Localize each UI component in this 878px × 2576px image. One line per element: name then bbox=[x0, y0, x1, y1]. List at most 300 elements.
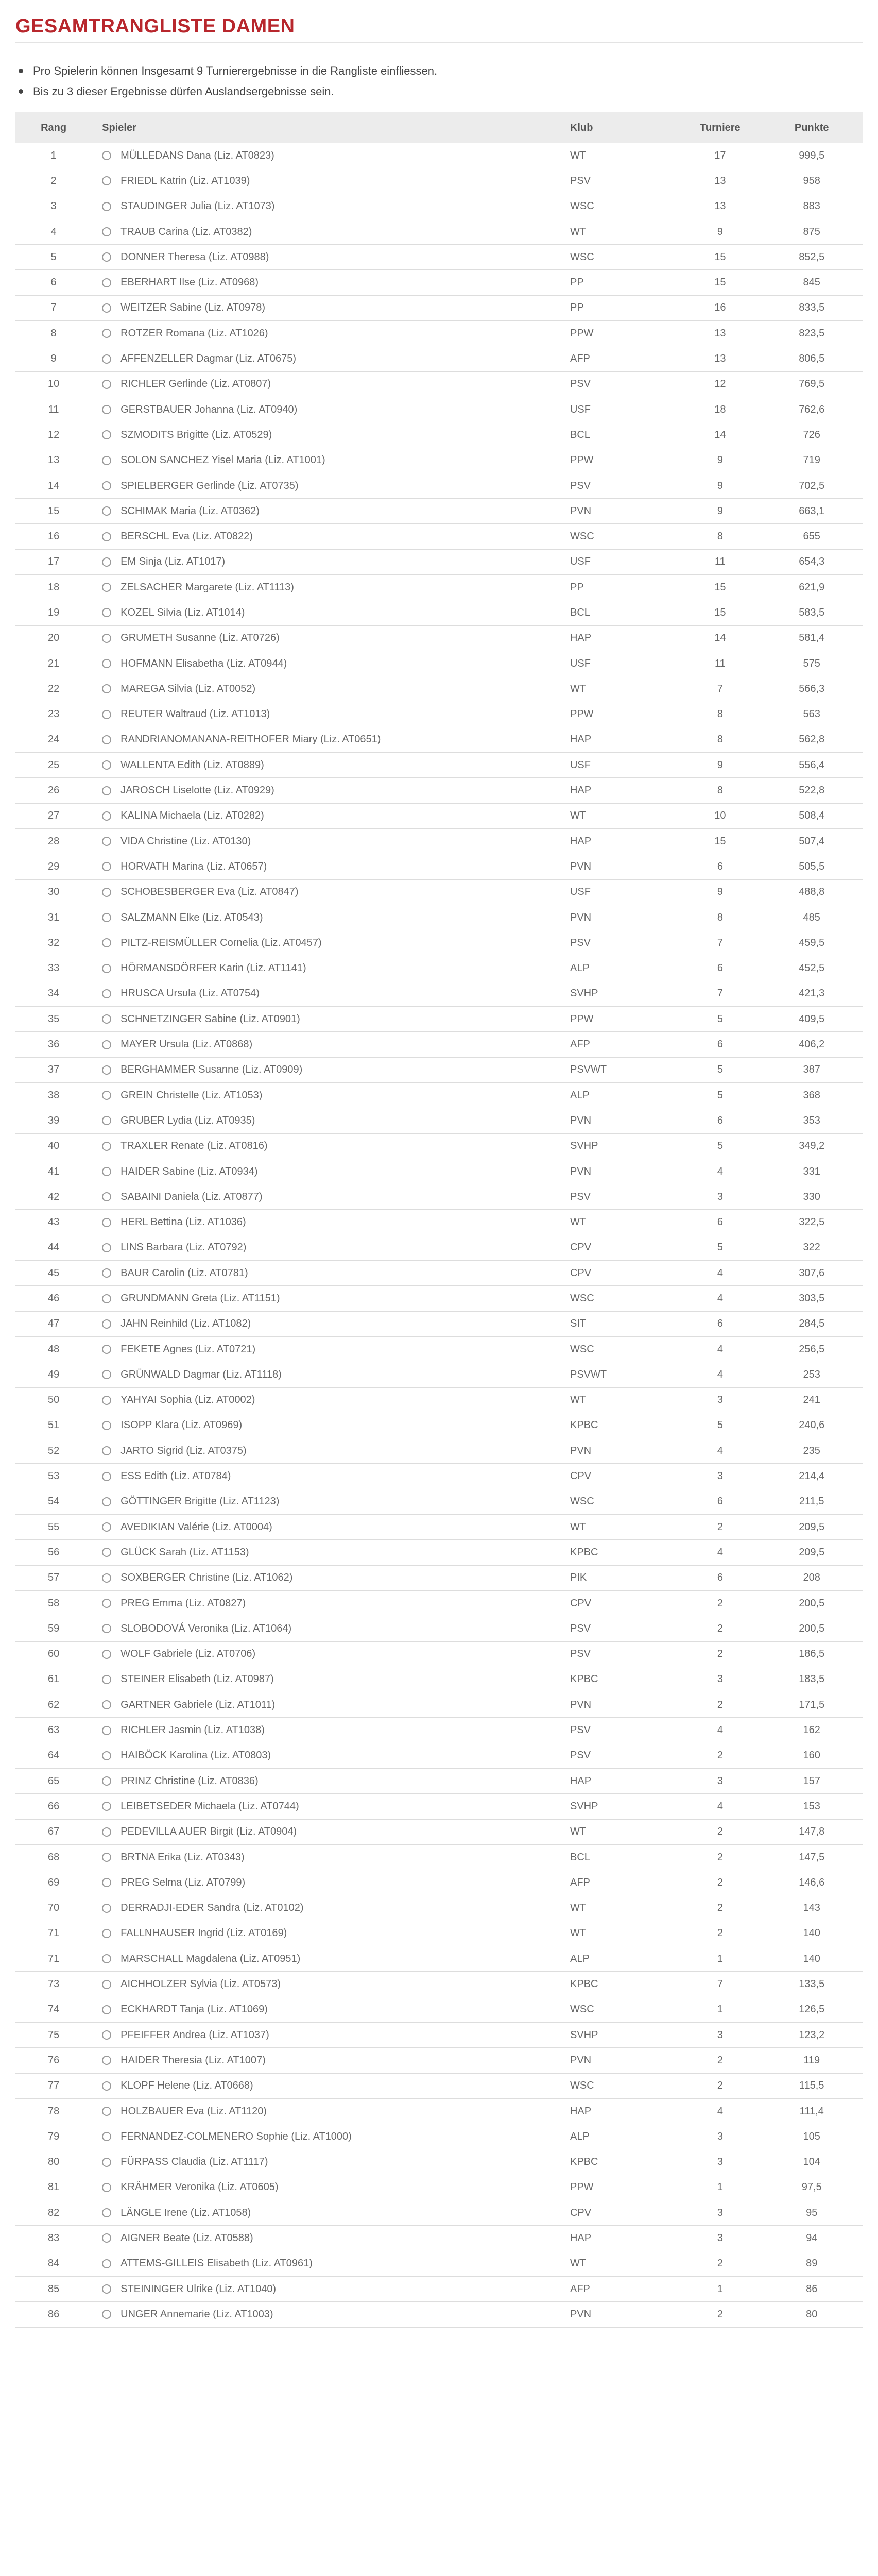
player-name[interactable]: PREG Selma (Liz. AT0799) bbox=[120, 1876, 246, 1888]
player-name[interactable]: GRÜNWALD Dagmar (Liz. AT1118) bbox=[120, 1368, 282, 1380]
cell-club: PIK bbox=[570, 1572, 587, 1584]
user-circle-icon bbox=[102, 380, 111, 389]
cell-player[interactable] bbox=[92, 429, 570, 441]
user-circle-icon bbox=[102, 760, 111, 770]
cell-player[interactable] bbox=[92, 1293, 570, 1304]
cell-player[interactable] bbox=[92, 1344, 570, 1355]
cell-player[interactable] bbox=[92, 962, 570, 974]
player-name[interactable]: AICHHOLZER Sylvia (Liz. AT0573) bbox=[120, 1978, 281, 1990]
cell-player[interactable] bbox=[92, 2156, 570, 2168]
player-name[interactable]: PREG Emma (Liz. AT0827) bbox=[120, 1597, 246, 1609]
cell-club: HAP bbox=[570, 2105, 592, 2117]
table-row bbox=[15, 1235, 863, 1261]
cell-rank: 48 bbox=[47, 1343, 60, 1355]
header-club[interactable]: Klub bbox=[570, 122, 593, 133]
cell-points: 214,4 bbox=[799, 1470, 825, 1482]
player-name[interactable]: FÜRPASS Claudia (Liz. AT1117) bbox=[120, 2156, 268, 2168]
cell-rank: 70 bbox=[47, 1902, 60, 1914]
cell-rank: 16 bbox=[47, 531, 60, 543]
user-circle-icon bbox=[102, 710, 111, 719]
table-row bbox=[15, 168, 863, 194]
cell-player[interactable] bbox=[92, 1191, 570, 1203]
cell-player[interactable] bbox=[92, 1801, 570, 1812]
cell-player[interactable] bbox=[92, 2258, 570, 2269]
cell-club: PP bbox=[570, 302, 584, 314]
player-name[interactable]: HOLZBAUER Eva (Liz. AT1120) bbox=[120, 2105, 267, 2117]
user-circle-icon bbox=[102, 735, 111, 744]
cell-player[interactable] bbox=[92, 1521, 570, 1533]
player-name[interactable]: RANDRIANOMANANA-REITHOFER Miary (Liz. AT0651) bbox=[120, 734, 381, 745]
cell-points: 762,6 bbox=[799, 403, 825, 415]
player-name[interactable]: GERSTBAUER Johanna (Liz. AT0940) bbox=[120, 403, 298, 415]
cell-club: HAP bbox=[570, 1775, 592, 1787]
user-circle-icon bbox=[102, 837, 111, 846]
player-name[interactable]: MARSCHALL Magdalena (Liz. AT0951) bbox=[120, 1953, 301, 1964]
player-name[interactable]: UNGER Annemarie (Liz. AT1003) bbox=[120, 2308, 273, 2320]
player-name[interactable]: LÄNGLE Irene (Liz. AT1058) bbox=[120, 2207, 251, 2218]
user-circle-icon bbox=[102, 1116, 111, 1125]
cell-points: 485 bbox=[803, 911, 820, 923]
player-name[interactable]: WEITZER Sabine (Liz. AT0978) bbox=[120, 302, 266, 314]
cell-player[interactable] bbox=[92, 1673, 570, 1685]
player-name[interactable]: SZMODITS Brigitte (Liz. AT0529) bbox=[120, 429, 272, 440]
player-name[interactable]: KOZEL Silvia (Liz. AT1014) bbox=[120, 606, 245, 618]
cell-tournaments: 16 bbox=[714, 302, 726, 314]
header-rank[interactable]: Rang bbox=[41, 122, 67, 133]
cell-player[interactable] bbox=[92, 378, 570, 390]
cell-player[interactable] bbox=[92, 1090, 570, 1101]
notes-list bbox=[15, 61, 437, 102]
cell-player[interactable] bbox=[92, 836, 570, 848]
cell-points: 105 bbox=[803, 2130, 820, 2142]
table-row bbox=[15, 1489, 863, 1515]
user-circle-icon bbox=[102, 786, 111, 795]
cell-player[interactable] bbox=[92, 810, 570, 822]
table-row bbox=[15, 2302, 863, 2327]
user-circle-icon bbox=[102, 430, 111, 439]
cell-player[interactable] bbox=[92, 1064, 570, 1076]
cell-points: 80 bbox=[806, 2308, 818, 2320]
cell-player[interactable] bbox=[92, 683, 570, 695]
cell-rank: 51 bbox=[47, 1419, 60, 1431]
player-name[interactable]: SOXBERGER Christine (Liz. AT1062) bbox=[120, 1572, 293, 1584]
cell-rank: 86 bbox=[47, 2308, 60, 2320]
player-name[interactable]: YAHYAI Sophia (Liz. AT0002) bbox=[120, 1394, 255, 1406]
player-name[interactable]: JARTO Sigrid (Liz. AT0375) bbox=[120, 1445, 247, 1456]
user-circle-icon bbox=[102, 176, 111, 185]
player-name[interactable]: GRUMETH Susanne (Liz. AT0726) bbox=[120, 632, 280, 644]
player-name[interactable]: JAROSCH Liselotte (Liz. AT0929) bbox=[120, 785, 274, 796]
cell-player[interactable] bbox=[92, 2309, 570, 2320]
table-row bbox=[15, 1591, 863, 1616]
player-name[interactable]: EBERHART Ilse (Liz. AT0968) bbox=[120, 277, 259, 289]
cell-points: 331 bbox=[803, 1165, 820, 1177]
cell-rank: 32 bbox=[47, 937, 60, 948]
player-name[interactable]: ATTEMS-GILLEIS Elisabeth (Liz. AT0961) bbox=[120, 2258, 313, 2269]
player-name[interactable]: KALINA Michaela (Liz. AT0282) bbox=[120, 810, 264, 822]
cell-club: WSC bbox=[570, 1496, 594, 1507]
cell-player[interactable] bbox=[92, 1877, 570, 1889]
user-circle-icon bbox=[102, 2081, 111, 2091]
cell-player[interactable] bbox=[92, 277, 570, 289]
player-name[interactable]: DERRADJI-EDER Sandra (Liz. AT0102) bbox=[120, 1902, 304, 1914]
cell-points: 958 bbox=[803, 175, 820, 187]
player-name[interactable]: JAHN Reinhild (Liz. AT1082) bbox=[120, 1318, 251, 1330]
player-name[interactable]: BERSCHL Eva (Liz. AT0822) bbox=[120, 531, 253, 543]
cell-player[interactable] bbox=[92, 328, 570, 340]
player-name[interactable]: LEIBETSEDER Michaela (Liz. AT0744) bbox=[120, 1800, 299, 1812]
cell-tournaments: 2 bbox=[717, 1902, 723, 1914]
player-name[interactable]: REUTER Waltraud (Liz. AT1013) bbox=[120, 708, 270, 720]
cell-tournaments: 9 bbox=[717, 480, 723, 492]
player-name[interactable]: MAREGA Silvia (Liz. AT0052) bbox=[120, 683, 256, 694]
cell-tournaments: 15 bbox=[714, 581, 726, 593]
cell-club: CPV bbox=[570, 1242, 592, 1253]
player-name[interactable]: KRÄHMER Veronika (Liz. AT0605) bbox=[120, 2181, 279, 2193]
player-name[interactable]: AIGNER Beate (Liz. AT0588) bbox=[120, 2232, 253, 2244]
user-circle-icon bbox=[102, 1878, 111, 1887]
player-name[interactable]: RICHLER Jasmin (Liz. AT1038) bbox=[120, 1724, 265, 1736]
player-name[interactable]: SABAINI Daniela (Liz. AT0877) bbox=[120, 1191, 263, 1202]
player-name[interactable]: TRAXLER Renate (Liz. AT0816) bbox=[120, 1140, 268, 1152]
cell-player[interactable] bbox=[92, 582, 570, 594]
table-row bbox=[15, 1566, 863, 1591]
cell-tournaments: 8 bbox=[717, 734, 723, 745]
player-name[interactable]: PEDEVILLA AUER Birgit (Liz. AT0904) bbox=[120, 1826, 297, 1838]
table-row bbox=[15, 422, 863, 448]
cell-player[interactable] bbox=[92, 353, 570, 365]
player-name[interactable]: SLOBODOVÁ Veronika (Liz. AT1064) bbox=[120, 1622, 292, 1634]
player-name[interactable]: DONNER Theresa (Liz. AT0988) bbox=[120, 251, 269, 263]
cell-tournaments: 9 bbox=[717, 454, 723, 466]
cell-tournaments: 5 bbox=[717, 1242, 723, 1253]
cell-club: WT bbox=[570, 683, 587, 694]
player-name[interactable]: GLÜCK Sarah (Liz. AT1153) bbox=[120, 1546, 249, 1558]
cell-player[interactable] bbox=[92, 1216, 570, 1228]
player-name[interactable]: HORVATH Marina (Liz. AT0657) bbox=[120, 860, 267, 872]
cell-player[interactable] bbox=[92, 531, 570, 543]
cell-points: 303,5 bbox=[799, 1293, 825, 1304]
cell-tournaments: 3 bbox=[717, 1775, 723, 1787]
player-name[interactable]: SALZMANN Elke (Liz. AT0543) bbox=[120, 911, 263, 923]
cell-player[interactable] bbox=[92, 2055, 570, 2066]
table-row bbox=[15, 1083, 863, 1108]
player-name[interactable]: PILTZ-REISMÜLLER Cornelia (Liz. AT0457) bbox=[120, 937, 322, 948]
player-name[interactable]: HÖRMANSDÖRFER Karin (Liz. AT1141) bbox=[120, 962, 306, 974]
title-divider bbox=[15, 42, 863, 43]
cell-club: CPV bbox=[570, 1470, 592, 1482]
cell-player[interactable] bbox=[92, 480, 570, 492]
cell-club: PSV bbox=[570, 1191, 591, 1202]
cell-player[interactable] bbox=[92, 734, 570, 745]
player-name[interactable]: GÖTTINGER Brigitte (Liz. AT1123) bbox=[120, 1496, 280, 1507]
header-points[interactable]: Punkte bbox=[794, 122, 829, 133]
cell-player[interactable] bbox=[92, 658, 570, 670]
table-row bbox=[15, 1159, 863, 1184]
cell-player[interactable] bbox=[92, 302, 570, 314]
cell-player[interactable] bbox=[92, 404, 570, 416]
player-name[interactable]: ZELSACHER Margarete (Liz. AT1113) bbox=[120, 581, 294, 593]
cell-player[interactable] bbox=[92, 1978, 570, 1990]
player-name[interactable]: FALLNHAUSER Ingrid (Liz. AT0169) bbox=[120, 1927, 287, 1939]
cell-player[interactable] bbox=[92, 1394, 570, 1406]
cell-rank: 37 bbox=[47, 1064, 60, 1076]
cell-club: KPBC bbox=[570, 1419, 598, 1431]
cell-points: 104 bbox=[803, 2156, 820, 2168]
cell-points: 769,5 bbox=[799, 378, 825, 390]
cell-points: 126,5 bbox=[799, 2004, 825, 2015]
cell-rank: 80 bbox=[47, 2156, 60, 2168]
cell-rank: 35 bbox=[47, 1013, 60, 1025]
player-name[interactable]: STEININGER Ulrike (Liz. AT1040) bbox=[120, 2283, 277, 2295]
player-name[interactable]: STAUDINGER Julia (Liz. AT1073) bbox=[120, 200, 275, 212]
cell-rank: 18 bbox=[47, 581, 60, 593]
table-row bbox=[15, 1972, 863, 1997]
cell-player[interactable] bbox=[92, 632, 570, 644]
cell-player[interactable] bbox=[92, 1826, 570, 1838]
cell-tournaments: 1 bbox=[717, 1953, 723, 1964]
player-name[interactable]: MÜLLEDANS Dana (Liz. AT0823) bbox=[120, 149, 274, 161]
cell-club: ALP bbox=[570, 2130, 590, 2142]
player-name[interactable]: STEINER Elisabeth (Liz. AT0987) bbox=[120, 1673, 274, 1685]
table-row bbox=[15, 194, 863, 219]
user-circle-icon bbox=[102, 1497, 111, 1506]
cell-club: WSC bbox=[570, 2004, 594, 2015]
player-name[interactable]: SCHOBESBERGER Eva (Liz. AT0847) bbox=[120, 886, 299, 898]
player-name[interactable]: FERNANDEZ-COLMENERO Sophie (Liz. AT1000) bbox=[120, 2130, 352, 2142]
cell-rank: 45 bbox=[47, 1267, 60, 1279]
cell-player[interactable] bbox=[92, 1166, 570, 1178]
player-name[interactable]: AVEDIKIAN Valérie (Liz. AT0004) bbox=[120, 1521, 272, 1533]
cell-tournaments: 6 bbox=[717, 1114, 723, 1126]
player-name[interactable]: GARTNER Gabriele (Liz. AT1011) bbox=[120, 1699, 276, 1710]
player-name[interactable]: FRIEDL Katrin (Liz. AT1039) bbox=[120, 175, 250, 187]
cell-player[interactable] bbox=[92, 1598, 570, 1609]
cell-player[interactable] bbox=[92, 1547, 570, 1558]
table-row bbox=[15, 2251, 863, 2277]
user-circle-icon bbox=[102, 811, 111, 821]
player-name[interactable]: ECKHARDT Tanja (Liz. AT1069) bbox=[120, 2004, 268, 2015]
cell-tournaments: 6 bbox=[717, 1318, 723, 1330]
cell-player[interactable] bbox=[92, 175, 570, 187]
cell-points: 562,8 bbox=[799, 734, 825, 745]
cell-tournaments: 15 bbox=[714, 835, 726, 847]
player-name[interactable]: BERGHAMMER Susanne (Liz. AT0909) bbox=[120, 1064, 303, 1076]
cell-player[interactable] bbox=[92, 861, 570, 873]
cell-player[interactable] bbox=[92, 2283, 570, 2295]
cell-club: HAP bbox=[570, 632, 592, 644]
user-circle-icon bbox=[102, 1904, 111, 1913]
user-circle-icon bbox=[102, 1294, 111, 1303]
player-name[interactable]: SCHIMAK Maria (Liz. AT0362) bbox=[120, 505, 260, 517]
cell-tournaments: 2 bbox=[717, 1826, 723, 1838]
cell-player[interactable] bbox=[92, 1445, 570, 1457]
cell-player[interactable] bbox=[92, 2029, 570, 2041]
cell-club: KPBC bbox=[570, 1673, 598, 1685]
user-circle-icon bbox=[102, 964, 111, 973]
header-player[interactable]: Spieler bbox=[102, 122, 136, 133]
player-name[interactable]: MAYER Ursula (Liz. AT0868) bbox=[120, 1039, 253, 1050]
player-name[interactable]: PFEIFFER Andrea (Liz. AT1037) bbox=[120, 2029, 269, 2041]
header-tournaments[interactable]: Turniere bbox=[700, 122, 741, 133]
user-circle-icon bbox=[102, 227, 111, 236]
cell-player[interactable] bbox=[92, 1140, 570, 1152]
cell-rank: 57 bbox=[47, 1572, 60, 1584]
player-name[interactable]: HERL Bettina (Liz. AT1036) bbox=[120, 1216, 246, 1228]
cell-player[interactable] bbox=[92, 759, 570, 771]
cell-player[interactable] bbox=[92, 1953, 570, 1965]
table-row bbox=[15, 2226, 863, 2251]
cell-player[interactable] bbox=[92, 505, 570, 517]
cell-player[interactable] bbox=[92, 2106, 570, 2117]
cell-rank: 85 bbox=[47, 2283, 60, 2295]
cell-player[interactable] bbox=[92, 1775, 570, 1787]
cell-club: WSC bbox=[570, 531, 594, 543]
cell-tournaments: 2 bbox=[717, 2258, 723, 2269]
player-name[interactable]: HAIDER Sabine (Liz. AT0934) bbox=[120, 1165, 258, 1177]
cell-rank: 83 bbox=[47, 2232, 60, 2244]
cell-rank: 6 bbox=[50, 277, 57, 289]
cell-tournaments: 11 bbox=[715, 657, 726, 669]
cell-player[interactable] bbox=[92, 607, 570, 619]
cell-tournaments: 3 bbox=[717, 2130, 723, 2142]
player-name[interactable]: PRINZ Christine (Liz. AT0836) bbox=[120, 1775, 259, 1787]
cell-club: WSC bbox=[570, 1343, 594, 1355]
cell-player[interactable] bbox=[92, 1470, 570, 1482]
cell-tournaments: 3 bbox=[717, 2156, 723, 2168]
cell-player[interactable] bbox=[92, 200, 570, 212]
cell-tournaments: 2 bbox=[717, 1927, 723, 1939]
cell-player[interactable] bbox=[92, 912, 570, 924]
player-name[interactable]: KLOPF Helene (Liz. AT0668) bbox=[120, 2080, 253, 2092]
table-row bbox=[15, 880, 863, 905]
cell-player[interactable] bbox=[92, 708, 570, 720]
cell-points: 566,3 bbox=[799, 683, 825, 694]
player-name[interactable]: SCHNETZINGER Sabine (Liz. AT0901) bbox=[120, 1013, 300, 1025]
cell-player[interactable] bbox=[92, 1013, 570, 1025]
cell-player[interactable] bbox=[92, 1572, 570, 1584]
user-circle-icon bbox=[102, 659, 111, 668]
cell-player[interactable] bbox=[92, 251, 570, 263]
cell-player[interactable] bbox=[92, 2080, 570, 2092]
cell-club: SVHP bbox=[570, 1800, 598, 1812]
player-name[interactable]: HOFMANN Elisabetha (Liz. AT0944) bbox=[120, 657, 287, 669]
cell-player[interactable] bbox=[92, 1648, 570, 1660]
table-row bbox=[15, 1058, 863, 1083]
table-row bbox=[15, 245, 863, 270]
cell-player[interactable] bbox=[92, 1699, 570, 1711]
player-name[interactable]: BRTNA Erika (Liz. AT0343) bbox=[120, 1851, 245, 1863]
cell-player[interactable] bbox=[92, 1852, 570, 1863]
cell-player[interactable] bbox=[92, 886, 570, 898]
user-circle-icon bbox=[102, 684, 111, 693]
cell-player[interactable] bbox=[92, 1927, 570, 1939]
cell-tournaments: 9 bbox=[717, 886, 723, 898]
cell-player[interactable] bbox=[92, 1750, 570, 1761]
table-row bbox=[15, 1895, 863, 1921]
cell-points: 200,5 bbox=[799, 1597, 825, 1609]
player-name[interactable]: WALLENTA Edith (Liz. AT0889) bbox=[120, 759, 264, 771]
cell-points: 581,4 bbox=[799, 632, 825, 644]
cell-rank: 4 bbox=[50, 226, 57, 238]
table-row bbox=[15, 600, 863, 625]
cell-player[interactable] bbox=[92, 1318, 570, 1330]
player-name[interactable]: GREIN Christelle (Liz. AT1053) bbox=[120, 1089, 263, 1101]
player-name[interactable]: HAIDER Theresia (Liz. AT1007) bbox=[120, 2054, 266, 2066]
cell-tournaments: 15 bbox=[714, 277, 726, 289]
player-name[interactable]: WOLF Gabriele (Liz. AT0706) bbox=[120, 1648, 256, 1660]
player-name[interactable]: ISOPP Klara (Liz. AT0969) bbox=[120, 1419, 243, 1431]
cell-player[interactable] bbox=[92, 1724, 570, 1736]
player-name[interactable]: TRAUB Carina (Liz. AT0382) bbox=[120, 226, 252, 238]
cell-player[interactable] bbox=[92, 556, 570, 568]
player-name[interactable]: SOLON SANCHEZ Yisel Maria (Liz. AT1001) bbox=[120, 454, 325, 466]
cell-player[interactable] bbox=[92, 1115, 570, 1127]
cell-player[interactable] bbox=[92, 1623, 570, 1635]
cell-player[interactable] bbox=[92, 2207, 570, 2219]
player-name[interactable]: HRUSCA Ursula (Liz. AT0754) bbox=[120, 988, 260, 999]
player-name[interactable]: EM Sinja (Liz. AT1017) bbox=[120, 556, 226, 568]
player-name[interactable]: ESS Edith (Liz. AT0784) bbox=[120, 1470, 231, 1482]
user-circle-icon bbox=[102, 913, 111, 922]
player-name[interactable]: SPIELBERGER Gerlinde (Liz. AT0735) bbox=[120, 480, 299, 492]
bullet-icon bbox=[19, 69, 23, 73]
cell-club: WSC bbox=[570, 1293, 594, 1304]
cell-tournaments: 2 bbox=[717, 2080, 723, 2092]
cell-player[interactable] bbox=[92, 150, 570, 162]
cell-player[interactable] bbox=[92, 937, 570, 949]
player-name[interactable]: FEKETE Agnes (Liz. AT0721) bbox=[120, 1343, 256, 1355]
cell-club: USF bbox=[570, 886, 591, 898]
cell-player[interactable] bbox=[92, 1039, 570, 1050]
cell-points: 459,5 bbox=[799, 937, 825, 948]
user-circle-icon bbox=[102, 634, 111, 643]
cell-player[interactable] bbox=[92, 988, 570, 999]
player-name[interactable]: VIDA Christine (Liz. AT0130) bbox=[120, 835, 251, 847]
cell-player[interactable] bbox=[92, 1902, 570, 1914]
cell-player[interactable] bbox=[92, 226, 570, 238]
player-name[interactable]: ROTZER Romana (Liz. AT1026) bbox=[120, 327, 268, 339]
player-name[interactable]: LINS Barbara (Liz. AT0792) bbox=[120, 1242, 247, 1253]
cell-player[interactable] bbox=[92, 785, 570, 796]
player-name[interactable]: AFFENZELLER Dagmar (Liz. AT0675) bbox=[120, 353, 297, 365]
cell-tournaments: 2 bbox=[717, 1622, 723, 1634]
player-name[interactable]: GRUNDMANN Greta (Liz. AT1151) bbox=[120, 1293, 280, 1304]
cell-player[interactable] bbox=[92, 1267, 570, 1279]
player-name[interactable]: BAUR Carolin (Liz. AT0781) bbox=[120, 1267, 248, 1279]
user-circle-icon bbox=[102, 1624, 111, 1633]
cell-player[interactable] bbox=[92, 454, 570, 466]
cell-player[interactable] bbox=[92, 1496, 570, 1507]
cell-club: PSV bbox=[570, 175, 591, 187]
player-name[interactable]: RICHLER Gerlinde (Liz. AT0807) bbox=[120, 378, 271, 390]
player-name[interactable]: HAIBÖCK Karolina (Liz. AT0803) bbox=[120, 1750, 271, 1761]
cell-club: WSC bbox=[570, 2080, 594, 2092]
cell-player[interactable] bbox=[92, 1419, 570, 1431]
cell-rank: 62 bbox=[47, 1699, 60, 1710]
cell-player[interactable] bbox=[92, 2232, 570, 2244]
cell-club: WT bbox=[570, 149, 587, 161]
cell-club: AFP bbox=[570, 353, 590, 365]
cell-player[interactable] bbox=[92, 2004, 570, 2015]
table-row bbox=[15, 2048, 863, 2073]
cell-player[interactable] bbox=[92, 1369, 570, 1381]
cell-player[interactable] bbox=[92, 2131, 570, 2143]
cell-player[interactable] bbox=[92, 1242, 570, 1253]
cell-player[interactable] bbox=[92, 2181, 570, 2193]
cell-club: PPW bbox=[570, 1013, 594, 1025]
player-name[interactable]: GRUBER Lydia (Liz. AT0935) bbox=[120, 1114, 255, 1126]
